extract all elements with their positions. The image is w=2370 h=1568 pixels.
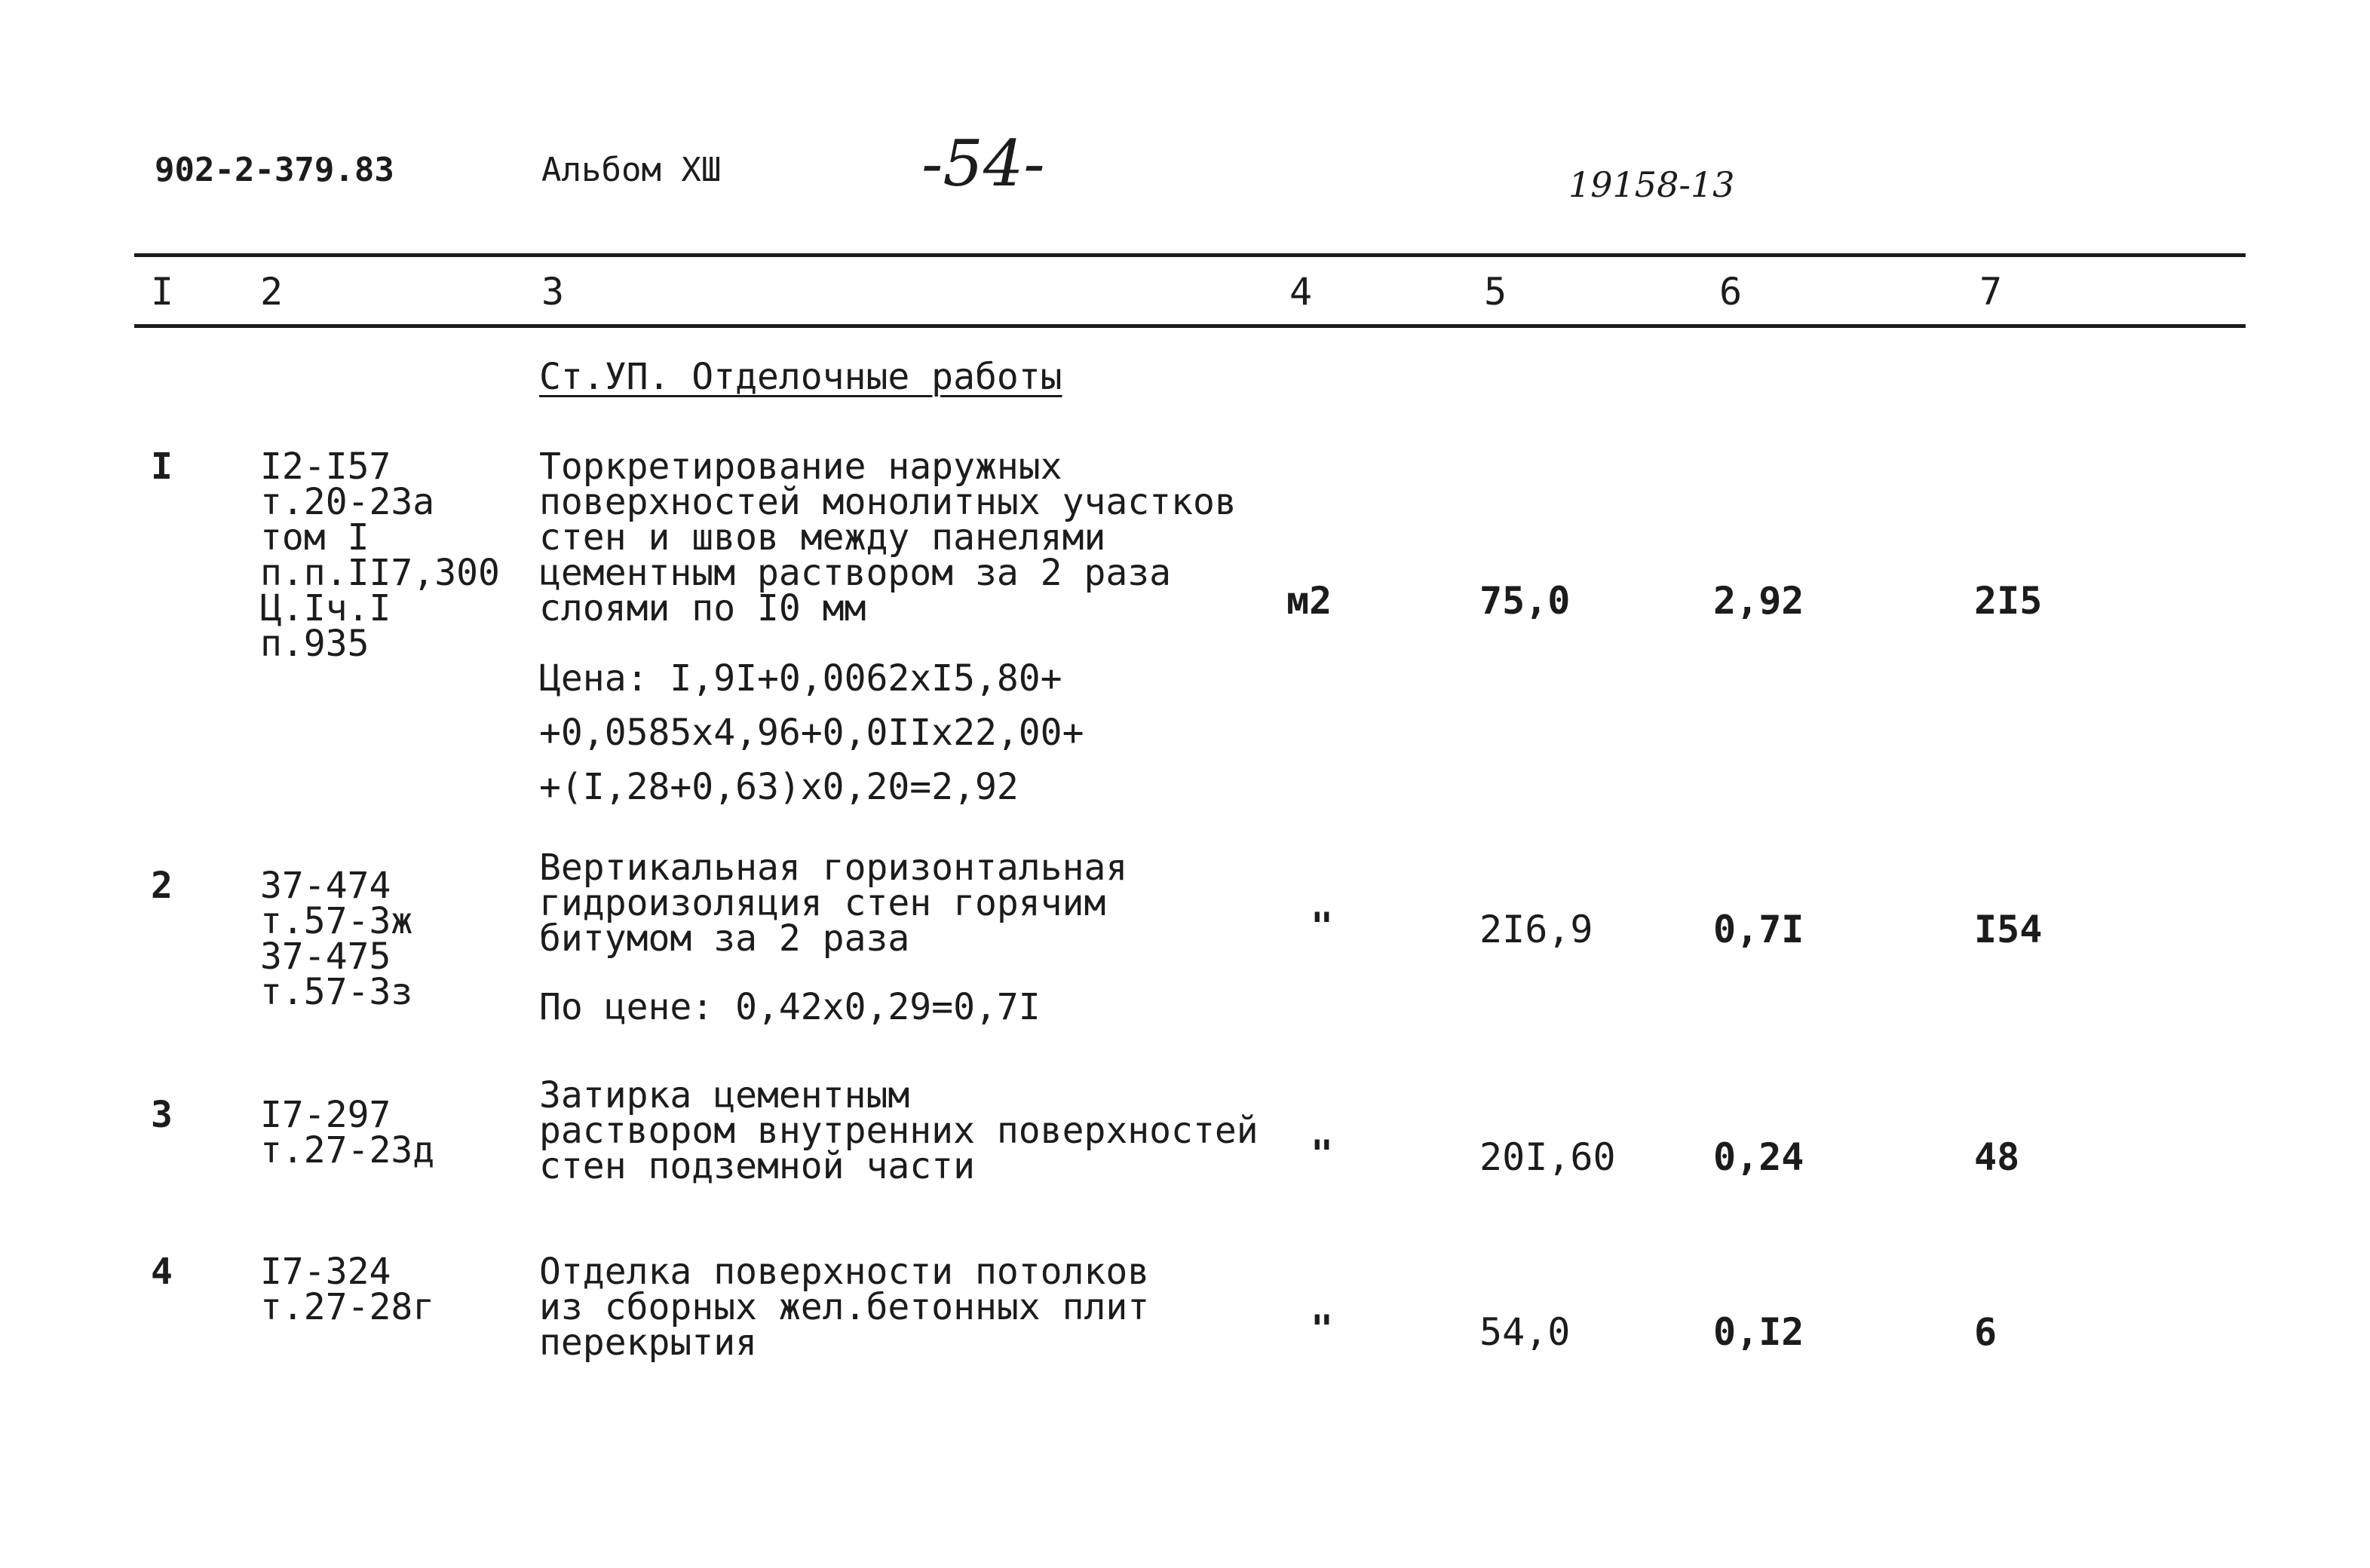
row-3-description xyxy=(539,1074,1259,1187)
row-1-price-line: +0,0585х4,96+0,0IIх22,00+ xyxy=(539,712,1084,754)
row-1-ref-line: том I xyxy=(260,516,369,559)
row-1-ref-line: Ц.Iч.I xyxy=(260,587,391,629)
row-4-reference xyxy=(260,1251,435,1328)
row-3-desc-line: раствором внутренних поверхностей xyxy=(539,1110,1259,1152)
row-1-desc-line: стен и швов между панелями xyxy=(539,516,1106,559)
row-1-ref-line: т.20-23а xyxy=(260,481,435,523)
inventory-number: 19158-13 xyxy=(1568,164,1735,205)
row-1-total: 2I5 xyxy=(1974,579,2043,623)
row-2-desc-line: Вертикальная горизонтальная xyxy=(539,847,1128,889)
row-4-desc-line: из сборных жел.бетонных плит xyxy=(539,1286,1150,1328)
row-3-number: 3 xyxy=(151,1094,173,1136)
top-rule xyxy=(134,253,2246,257)
row-1-ref-line: п.935 xyxy=(260,623,369,665)
row-1-desc-line: Торкретирование наружных xyxy=(539,446,1062,488)
row-2-unit-price: 0,7I xyxy=(1713,908,1804,951)
row-4-unit: " xyxy=(1311,1307,1334,1351)
row-2-ref-line: 37-475 xyxy=(260,936,391,978)
document-code: 902-2-379.83 xyxy=(155,151,394,189)
row-1-price-line: Цена: I,9I+0,0062хI5,80+ xyxy=(539,657,1062,700)
row-2-price-calculation xyxy=(539,986,1041,1028)
row-1-price-calculation xyxy=(539,651,1084,814)
row-3-reference xyxy=(260,1094,435,1171)
row-1-desc-line: цементным раствором за 2 раза xyxy=(539,552,1172,594)
column-number-5: 5 xyxy=(1484,270,1507,314)
row-2-desc-line: гидроизоляция стен горячим xyxy=(539,882,1106,924)
row-4-quantity: 54,0 xyxy=(1479,1310,1571,1354)
album-label: Альбом ХШ xyxy=(541,151,722,189)
row-3-desc-line: Затирка цементным xyxy=(539,1074,910,1116)
row-4-ref-line: I7-324 xyxy=(260,1251,391,1293)
row-2-number: 2 xyxy=(151,865,173,907)
row-4-description xyxy=(539,1251,1150,1364)
row-1-number: I xyxy=(151,446,173,488)
row-2-price-line: По цене: 0,42х0,29=0,7I xyxy=(539,986,1041,1028)
row-4-desc-line: Отделка поверхности потолков xyxy=(539,1251,1150,1293)
section-title: Ст.УП. Отделочные работы xyxy=(539,356,1062,398)
row-4-total: 6 xyxy=(1974,1310,1997,1354)
row-2-reference xyxy=(260,865,413,1013)
page-number: -54- xyxy=(921,127,1045,201)
row-3-quantity: 20I,60 xyxy=(1479,1135,1616,1179)
row-2-ref-line: 37-474 xyxy=(260,865,391,907)
row-2-total: I54 xyxy=(1974,908,2043,951)
column-number-6: 6 xyxy=(1719,270,1743,314)
row-4-desc-line: перекрытия xyxy=(539,1321,757,1364)
header-bottom-rule xyxy=(134,324,2246,328)
row-1-desc-line: поверхностей монолитных участков xyxy=(539,481,1237,523)
row-3-ref-line: I7-297 xyxy=(260,1094,391,1136)
row-4-unit-price: 0,I2 xyxy=(1713,1310,1804,1354)
row-1-price-line: +(I,28+0,63)х0,20=2,92 xyxy=(539,766,1019,808)
row-2-ref-line: т.57-3з xyxy=(260,971,413,1013)
row-1-reference xyxy=(260,446,500,665)
column-number-1: I xyxy=(151,270,174,314)
column-number-2: 2 xyxy=(260,270,284,314)
row-2-desc-line: битумом за 2 раза xyxy=(539,917,910,960)
row-3-unit: " xyxy=(1311,1132,1334,1176)
row-2-description xyxy=(539,847,1128,960)
row-3-desc-line: стен подземной части xyxy=(539,1145,975,1187)
row-3-ref-line: т.27-23д xyxy=(260,1129,435,1171)
row-1-ref-line: п.п.II7,300 xyxy=(260,552,500,594)
row-1-unit: м2 xyxy=(1286,579,1332,623)
row-2-quantity: 2I6,9 xyxy=(1479,908,1593,951)
row-2-unit: " xyxy=(1311,905,1334,948)
row-1-description xyxy=(539,446,1237,629)
row-1-desc-line: слоями по I0 мм xyxy=(539,587,866,629)
column-number-4: 4 xyxy=(1289,270,1313,314)
row-1-ref-line: I2-I57 xyxy=(260,446,391,488)
row-3-unit-price: 0,24 xyxy=(1713,1135,1804,1179)
column-number-3: 3 xyxy=(541,270,565,314)
row-1-quantity: 75,0 xyxy=(1479,579,1571,623)
row-4-number: 4 xyxy=(151,1251,173,1293)
column-number-7: 7 xyxy=(1979,270,2003,314)
row-2-ref-line: т.57-3ж xyxy=(260,900,413,942)
row-3-total: 48 xyxy=(1974,1135,2020,1179)
row-1-unit-price: 2,92 xyxy=(1713,579,1804,623)
row-4-ref-line: т.27-28г xyxy=(260,1286,435,1328)
